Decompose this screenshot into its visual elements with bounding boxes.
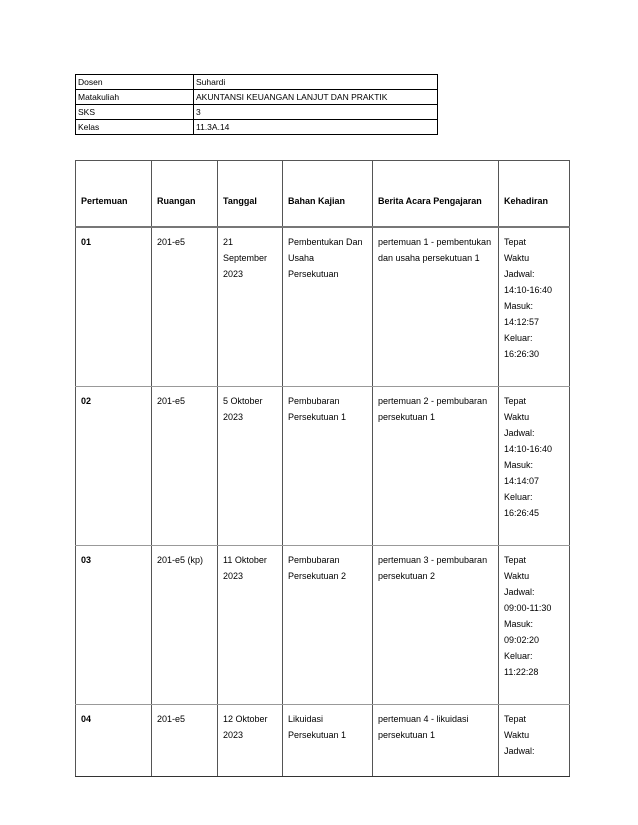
kehadiran-line: Masuk: xyxy=(504,619,534,629)
info-row-matakuliah xyxy=(76,90,438,105)
table-row xyxy=(76,387,570,546)
info-value: 11.3A.14 xyxy=(194,120,438,135)
header-pertemuan: Pertemuan xyxy=(76,161,152,228)
info-row-sks xyxy=(76,105,438,120)
kehadiran-line: Tepat xyxy=(504,237,527,247)
info-value: 3 xyxy=(194,105,438,120)
info-label: Kelas xyxy=(76,120,194,135)
kehadiran-line: Keluar: xyxy=(504,651,533,661)
course-info-table xyxy=(75,74,438,135)
bahan-kajian-cell: Pembentukan Dan Usaha Persekutuan xyxy=(283,227,373,387)
kehadiran-cell xyxy=(499,546,570,705)
attendance-table xyxy=(75,160,570,777)
kehadiran-line: Waktu xyxy=(504,730,530,740)
info-label: SKS xyxy=(76,105,194,120)
info-row-kelas xyxy=(76,120,438,135)
berita-acara-cell: pertemuan 3 - pembubaran persekutuan 2 xyxy=(373,546,499,705)
info-label: Matakuliah xyxy=(76,90,194,105)
kehadiran-line: Jadwal: xyxy=(504,269,535,279)
info-value: AKUNTANSI KEUANGAN LANJUT DAN PRAKTIK xyxy=(194,90,438,105)
kehadiran-line: Keluar: xyxy=(504,333,533,343)
kehadiran-cell xyxy=(499,387,570,546)
table-row xyxy=(76,546,570,705)
ruangan-cell: 201-e5 xyxy=(152,227,218,387)
table-row xyxy=(76,705,570,777)
kehadiran-line: 09:02:20 xyxy=(504,635,540,645)
kehadiran-line: Masuk: xyxy=(504,301,534,311)
info-label: Dosen xyxy=(76,75,194,90)
kehadiran-line: 09:00-11:30 xyxy=(504,603,552,613)
pertemuan-cell: 02 xyxy=(76,387,152,546)
berita-acara-cell: pertemuan 4 - likuidasi persekutuan 1 xyxy=(373,705,499,777)
pertemuan-cell: 03 xyxy=(76,546,152,705)
header-bahan-kajian: Bahan Kajian xyxy=(283,161,373,228)
berita-acara-cell: pertemuan 2 - pembubaran persekutuan 1 xyxy=(373,387,499,546)
attendance-header-row xyxy=(76,161,570,228)
tanggal-cell: 5 Oktober 2023 xyxy=(218,387,283,546)
bahan-kajian-cell: Likuidasi Persekutuan 1 xyxy=(283,705,373,777)
header-kehadiran: Kehadiran xyxy=(499,161,570,228)
kehadiran-line: Waktu xyxy=(504,412,530,422)
kehadiran-line: Jadwal: xyxy=(504,587,535,597)
table-row xyxy=(76,227,570,387)
kehadiran-line: 16:26:30 xyxy=(504,349,540,359)
kehadiran-cell xyxy=(499,227,570,387)
berita-acara-cell: pertemuan 1 - pembentukan dan usaha persekutuan 1 xyxy=(373,227,499,387)
header-ruangan: Ruangan xyxy=(152,161,218,228)
kehadiran-line: Jadwal: xyxy=(504,746,535,756)
kehadiran-line: Masuk: xyxy=(504,460,534,470)
tanggal-cell: 21 September 2023 xyxy=(218,227,283,387)
kehadiran-line: 11:22:28 xyxy=(504,667,539,677)
kehadiran-line: 14:10-16:40 xyxy=(504,444,553,454)
tanggal-cell: 12 Oktober 2023 xyxy=(218,705,283,777)
ruangan-cell: 201-e5 xyxy=(152,387,218,546)
header-berita-acara: Berita Acara Pengajaran xyxy=(373,161,499,228)
pertemuan-cell: 01 xyxy=(76,227,152,387)
info-value: Suhardi xyxy=(194,75,438,90)
kehadiran-line: Tepat xyxy=(504,396,527,406)
kehadiran-line: 16:26:45 xyxy=(504,508,540,518)
header-tanggal: Tanggal xyxy=(218,161,283,228)
ruangan-cell: 201-e5 xyxy=(152,705,218,777)
kehadiran-line: Waktu xyxy=(504,253,530,263)
bahan-kajian-cell: Pembubaran Persekutuan 2 xyxy=(283,546,373,705)
kehadiran-line: Waktu xyxy=(504,571,530,581)
kehadiran-line: Keluar: xyxy=(504,492,533,502)
kehadiran-cell xyxy=(499,705,570,777)
kehadiran-line: Tepat xyxy=(504,555,527,565)
pertemuan-cell: 04 xyxy=(76,705,152,777)
kehadiran-line: 14:10-16:40 xyxy=(504,285,553,295)
info-row-dosen xyxy=(76,75,438,90)
kehadiran-line: Tepat xyxy=(504,714,527,724)
bahan-kajian-cell: Pembubaran Persekutuan 1 xyxy=(283,387,373,546)
ruangan-cell: 201-e5 (kp) xyxy=(152,546,218,705)
kehadiran-line: 14:14:07 xyxy=(504,476,540,486)
tanggal-cell: 11 Oktober 2023 xyxy=(218,546,283,705)
kehadiran-line: 14:12:57 xyxy=(504,317,540,327)
kehadiran-line: Jadwal: xyxy=(504,428,535,438)
